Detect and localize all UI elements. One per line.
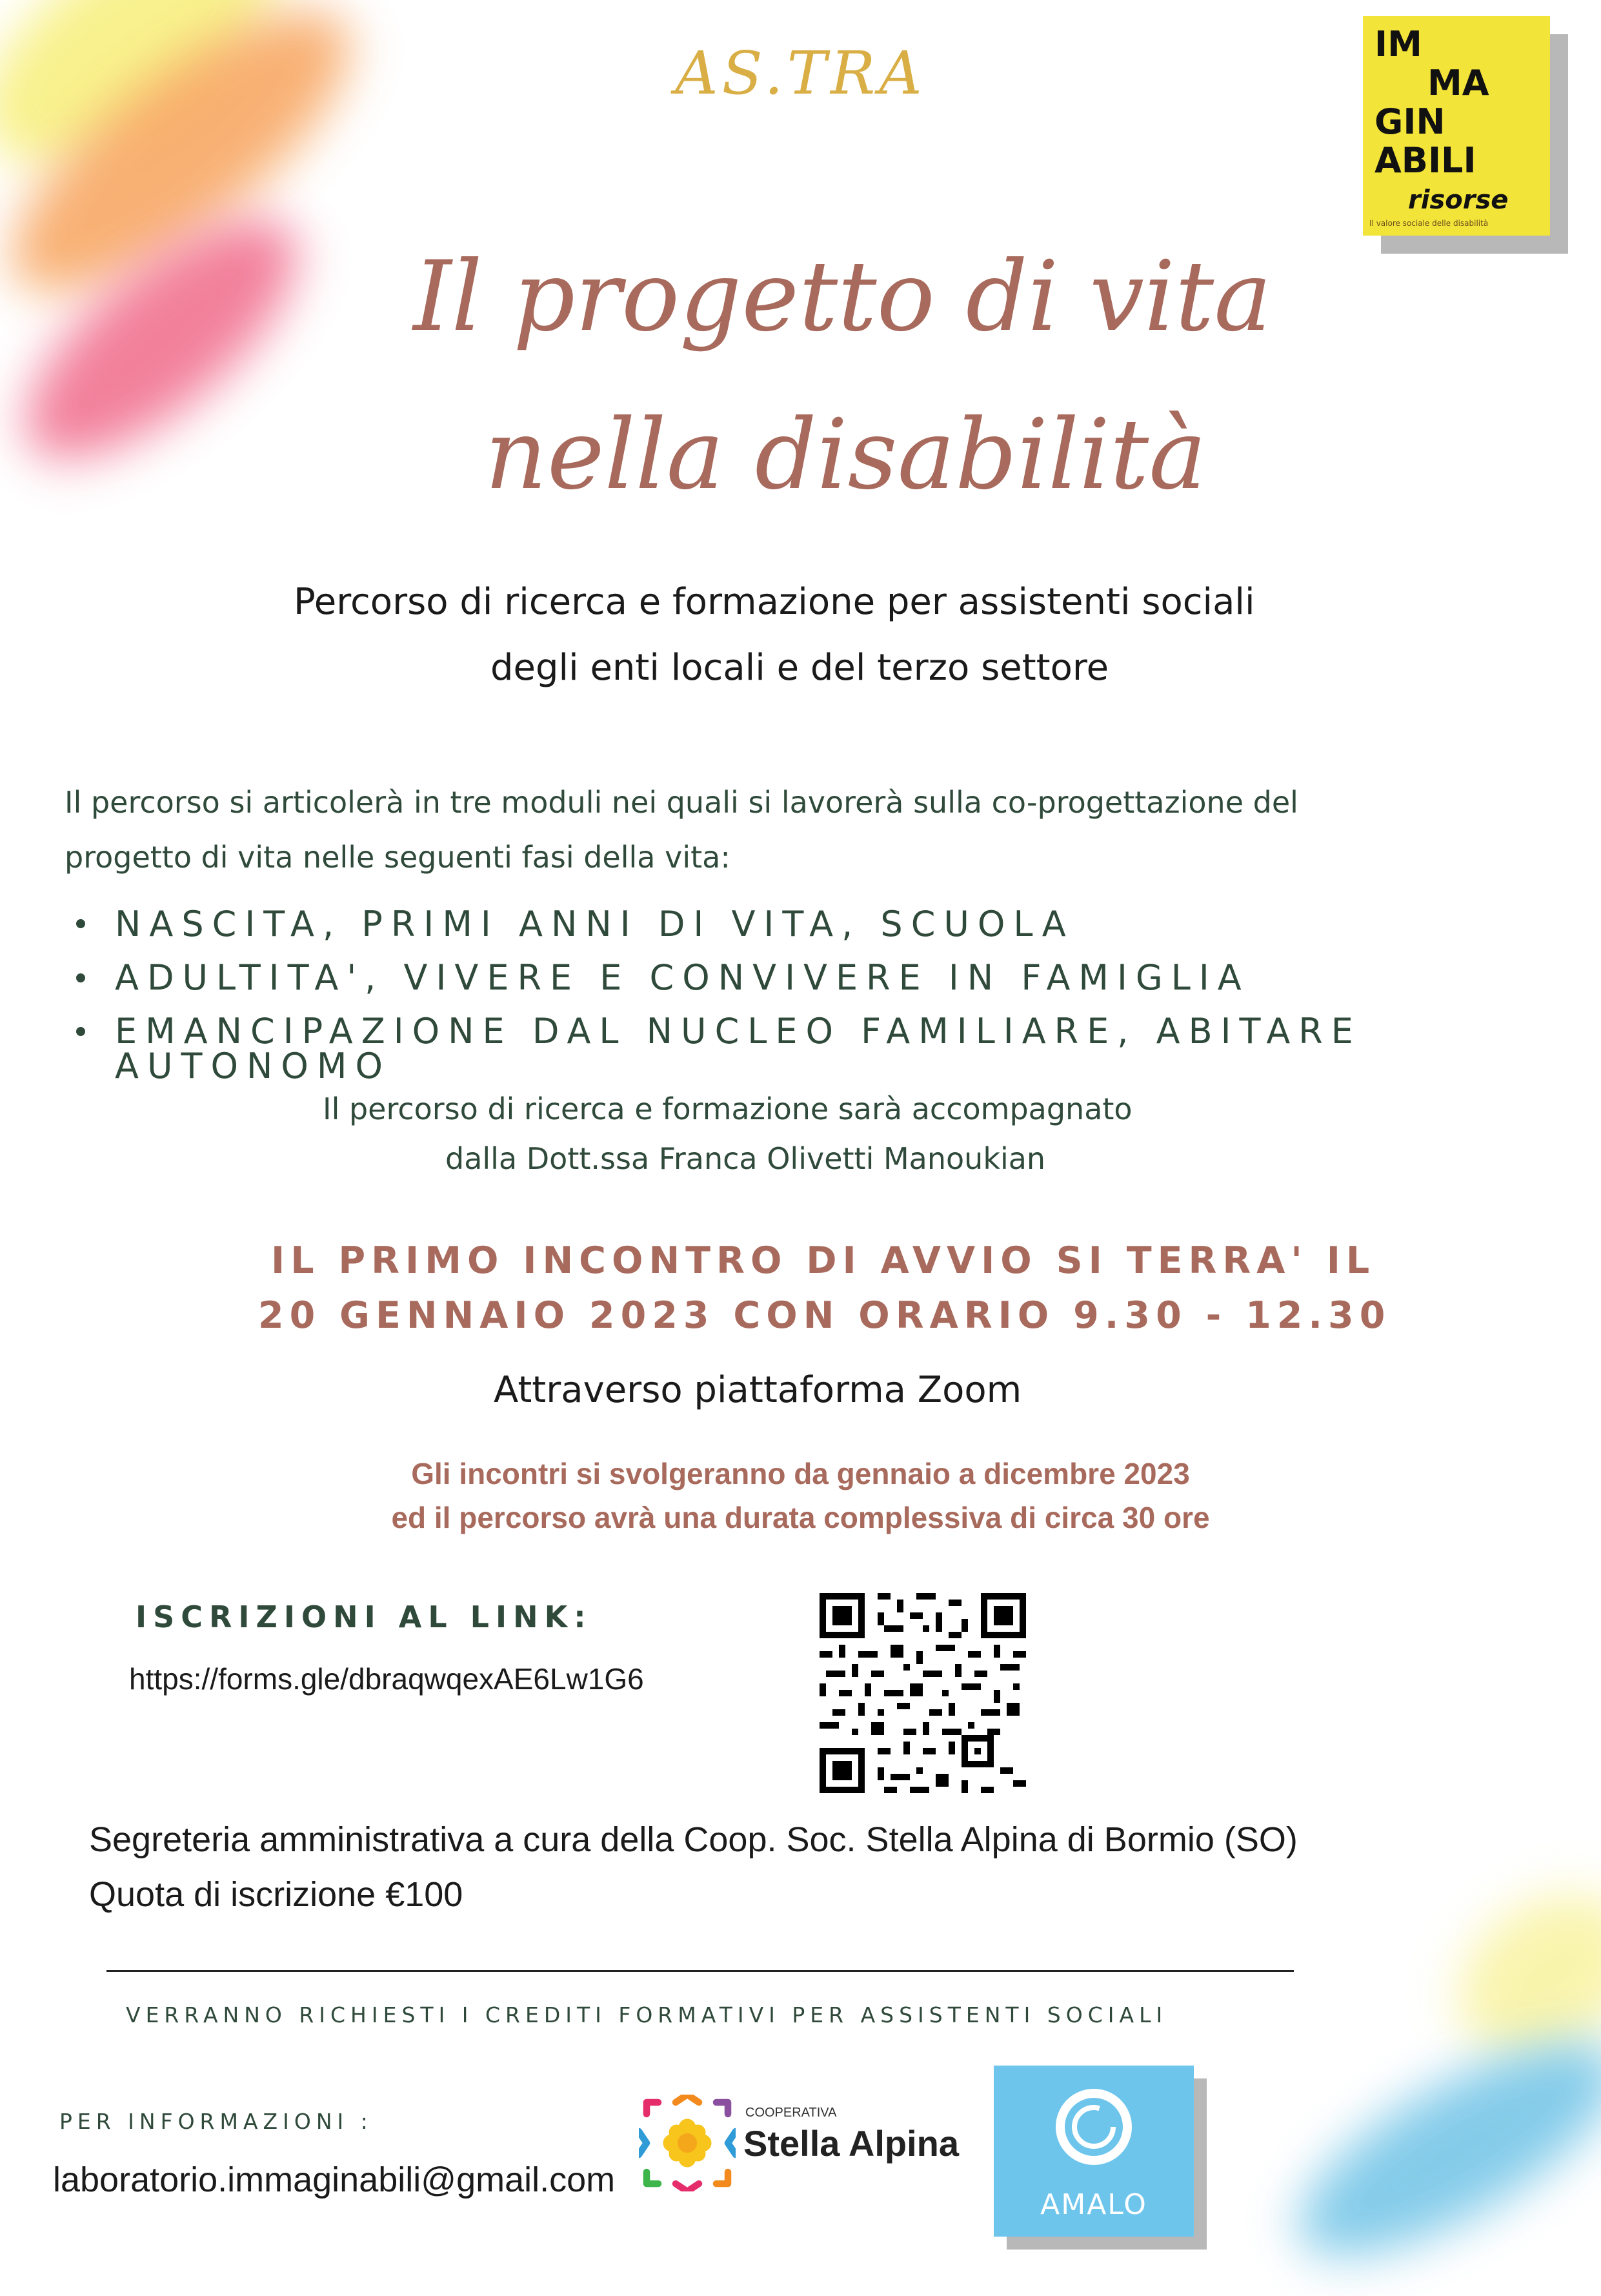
platform-text: Attraverso piattaforma Zoom — [494, 1369, 1022, 1411]
bullet-icon — [76, 973, 85, 982]
stella-small-label: COOPERATIVA — [745, 2106, 837, 2120]
accompanied-line-1: Il percorso di ricerca e formazione sarà accompagnato — [323, 1092, 1133, 1126]
title-line-1: Il progetto di vita — [413, 241, 1272, 353]
schedule-line-2: ed il percorso avrà una durata complessiva di circa 30 ore — [391, 1501, 1210, 1534]
logo-tagline: Il valore sociale delle disabilità — [1369, 219, 1489, 228]
qr-code — [820, 1593, 1026, 1793]
phase-3: EMANCIPAZIONE DAL NUCLEO FAMILIARE, ABITARE AUTONOMO — [115, 1011, 1362, 1086]
intro-line-2: progetto di vita nelle seguenti fasi della vita: — [65, 840, 730, 875]
bullet-icon — [76, 919, 85, 928]
admin-line-1: Segreteria amministrativa a cura della Coop. Soc. Stella Alpina di Bormio (SO) — [89, 1820, 1298, 1859]
credits-note: VERRANNO RICHIESTI I CREDITI FORMATIVI PER ASSISTENTI SOCIALI — [126, 2002, 1168, 2027]
title-line-2: nella disabilità — [485, 399, 1207, 511]
subtitle-line-2: degli enti locali e del terzo settore — [490, 647, 1109, 689]
org-name: AS.TRA — [675, 39, 926, 108]
schedule-line-1: Gli incontri si svolgeranno da gennaio a dicembre 2023 — [411, 1457, 1190, 1490]
admin-line-2: Quota di iscrizione €100 — [89, 1875, 463, 1914]
ring-icon — [1051, 2084, 1137, 2170]
logo-grid — [1363, 16, 1550, 190]
amalo-label: AMALO — [1040, 2188, 1147, 2221]
logo-line-1: IM — [1374, 24, 1422, 65]
immaginabili-logo — [1363, 16, 1550, 236]
subtitle-line-1: Percorso di ricerca e formazione per assistenti sociali — [294, 581, 1255, 623]
bullet-icon — [76, 1027, 85, 1036]
stella-name: Stella Alpina — [743, 2123, 960, 2164]
contact-email[interactable]: laboratorio.immaginabili@gmail.com — [53, 2160, 616, 2199]
contact-label: PER INFORMAZIONI : — [59, 2109, 373, 2134]
first-meeting-line-2: 20 GENNAIO 2023 CON ORARIO 9.30 - 12.30 — [258, 1294, 1391, 1337]
amalo-logo — [994, 2066, 1194, 2237]
accompanied-line-2: dalla Dott.ssa Franca Olivetti Manoukian — [445, 1141, 1046, 1176]
logo-risorse: risorse — [1408, 185, 1509, 215]
registration-label: ISCRIZIONI AL LINK: — [136, 1600, 592, 1634]
phase-1: NASCITA, PRIMI ANNI DI VITA, SCUOLA — [115, 904, 1074, 944]
logo-line-4: ABILI — [1374, 140, 1476, 181]
first-meeting-line-1: IL PRIMO INCONTRO DI AVVIO SI TERRA' IL — [271, 1239, 1376, 1282]
phase-2: ADULTITA', VIVERE E CONVIVERE IN FAMIGLIA — [115, 957, 1250, 998]
logo-line-3: GIN — [1374, 101, 1445, 142]
intro-line-1: Il percorso si articolerà in tre moduli nei quali si lavorerà sulla co-progettazione del — [65, 785, 1298, 820]
logo-line-2: MA — [1427, 63, 1489, 103]
stella-alpina-icon — [639, 2095, 736, 2191]
divider — [106, 1970, 1294, 1972]
watercolor-splash-blue — [1270, 2003, 1601, 2295]
registration-link[interactable]: https://forms.gle/dbraqwqexAE6Lw1G6 — [129, 1662, 644, 1696]
